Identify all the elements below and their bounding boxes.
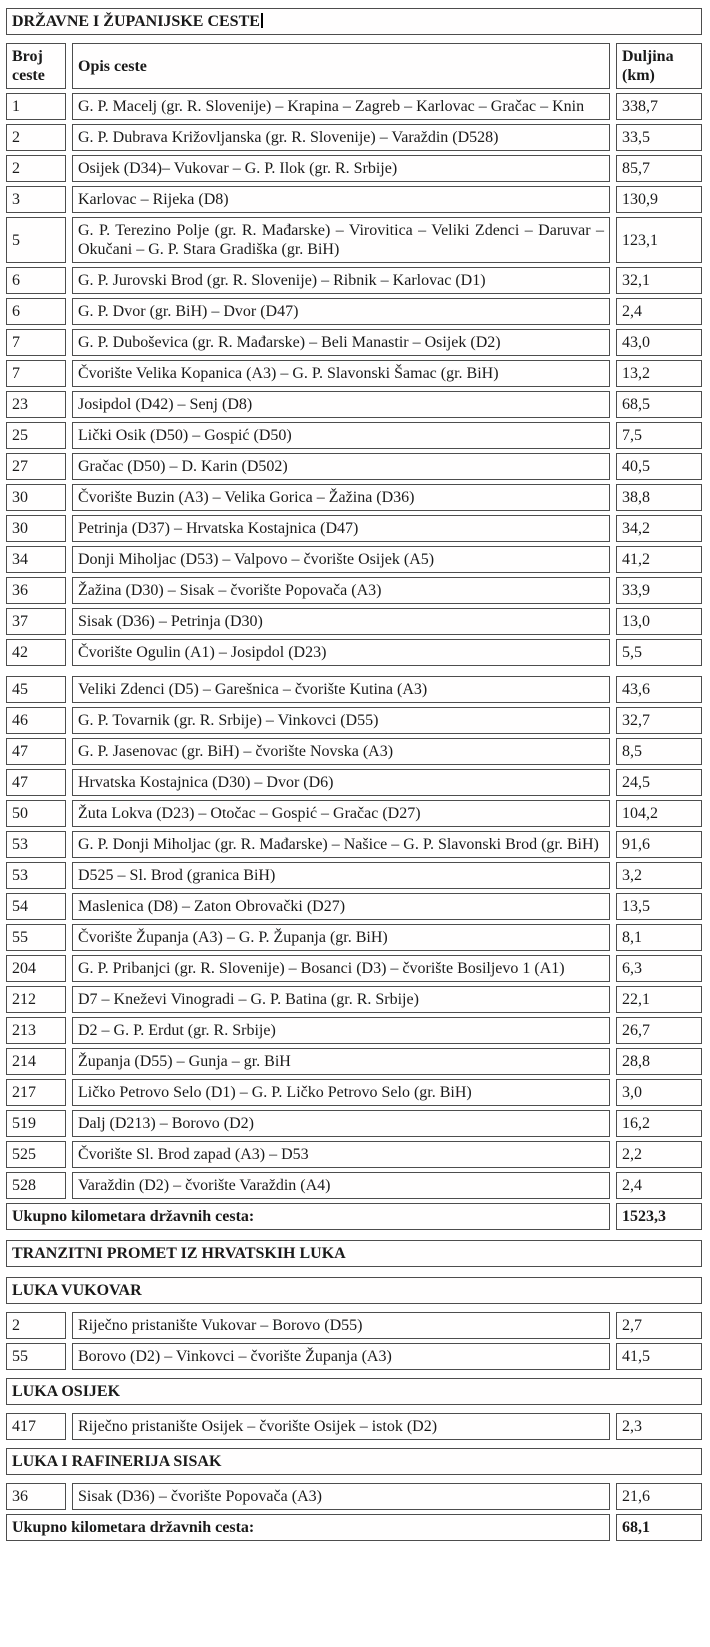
road-description-cell: D2 – G. P. Erdut (gr. R. Srbije) [72, 1017, 610, 1044]
table-row [6, 1110, 702, 1137]
road-number-cell: 1 [6, 93, 66, 120]
road-length-cell: 33,5 [616, 124, 702, 151]
total-label-cell: Ukupno kilometara državnih cesta: [6, 1514, 610, 1541]
road-description-cell: G. P. Terezino Polje (gr. R. Mađarske) – Virovitica – Veliki Zdenci – Daruvar – Okučani – G. P. Stara Gradiška (gr. BiH) [72, 217, 610, 263]
table-row [6, 738, 702, 765]
road-number-cell: 204 [6, 955, 66, 982]
road-length-cell: 22,1 [616, 986, 702, 1013]
road-description-cell: Čvorište Sl. Brod zapad (A3) – D53 [72, 1141, 610, 1168]
title-row [6, 1277, 702, 1304]
road-description-cell: Ličko Petrovo Selo (D1) – G. P. Ličko Petrovo Selo (gr. BiH) [72, 1079, 610, 1106]
table-row [6, 546, 702, 573]
road-description-cell: G. P. Jasenovac (gr. BiH) – čvorište Novska (A3) [72, 738, 610, 765]
road-length-cell: 3,0 [616, 1079, 702, 1106]
road-description-cell: G. P. Macelj (gr. R. Slovenije) – Krapina – Zagreb – Karlovac – Gračac – Knin [72, 93, 610, 120]
table-row [6, 955, 702, 982]
table-row [6, 1172, 702, 1199]
road-description-cell: Petrinja (D37) – Hrvatska Kostajnica (D47) [72, 515, 610, 542]
road-number-cell: 525 [6, 1141, 66, 1168]
road-number-cell: 42 [6, 639, 66, 666]
road-number-cell: 519 [6, 1110, 66, 1137]
road-description-cell: Osijek (D34)– Vukovar – G. P. Ilok (gr. R. Srbije) [72, 155, 610, 182]
table-row [6, 329, 702, 356]
road-length-cell: 41,2 [616, 546, 702, 573]
table-row [6, 484, 702, 511]
road-description-cell: G. P. Pribanjci (gr. R. Slovenije) – Bosanci (D3) – čvorište Bosiljevo 1 (A1) [72, 955, 610, 982]
table-row [6, 707, 702, 734]
road-length-cell: 6,3 [616, 955, 702, 982]
road-length-cell: 28,8 [616, 1048, 702, 1075]
road-length-cell: 8,5 [616, 738, 702, 765]
table-row [6, 515, 702, 542]
luka-vukovar-table [0, 1308, 708, 1374]
road-length-cell: 32,1 [616, 267, 702, 294]
road-length-cell: 3,2 [616, 862, 702, 889]
road-description-cell: Čvorište Velika Kopanica (A3) – G. P. Slavonski Šamac (gr. BiH) [72, 360, 610, 387]
table-row [6, 391, 702, 418]
table-row [6, 453, 702, 480]
road-description-cell: G. P. Duboševica (gr. R. Mađarske) – Beli Manastir – Osijek (D2) [72, 329, 610, 356]
document-title-table [0, 4, 708, 39]
road-number-cell: 2 [6, 1312, 66, 1339]
total-row [6, 1514, 702, 1541]
road-length-cell: 34,2 [616, 515, 702, 542]
total-label-cell: Ukupno kilometara državnih cesta: [6, 1203, 610, 1230]
column-header-road-description: Opis ceste [72, 43, 610, 89]
road-description-cell: Čvorište Buzin (A3) – Velika Gorica – Žažina (D36) [72, 484, 610, 511]
road-length-cell: 2,7 [616, 1312, 702, 1339]
table-row [6, 298, 702, 325]
road-length-cell: 2,4 [616, 298, 702, 325]
road-number-cell: 2 [6, 124, 66, 151]
road-description-cell: Županja (D55) – Gunja – gr. BiH [72, 1048, 610, 1075]
road-number-cell: 213 [6, 1017, 66, 1044]
road-length-cell: 13,2 [616, 360, 702, 387]
luka-sisak-table [0, 1479, 708, 1545]
road-length-cell: 338,7 [616, 93, 702, 120]
road-length-cell: 32,7 [616, 707, 702, 734]
section-title-vukovar: LUKA VUKOVAR [6, 1277, 702, 1304]
table-row [6, 862, 702, 889]
road-length-cell: 43,0 [616, 329, 702, 356]
road-length-cell: 2,3 [616, 1413, 702, 1440]
road-description-cell: D525 – Sl. Brod (granica BiH) [72, 862, 610, 889]
road-description-cell: Borovo (D2) – Vinkovci – čvorište Županja (A3) [72, 1343, 610, 1370]
road-length-cell: 130,9 [616, 186, 702, 213]
transit-section-title-table [0, 1236, 708, 1271]
road-number-cell: 2 [6, 155, 66, 182]
road-length-cell: 2,2 [616, 1141, 702, 1168]
road-length-cell: 16,2 [616, 1110, 702, 1137]
road-description-cell: Sisak (D36) – čvorište Popovača (A3) [72, 1483, 610, 1510]
total-value-cell: 1523,3 [616, 1203, 702, 1230]
luka-vukovar-title-table [0, 1273, 708, 1308]
road-number-cell: 30 [6, 484, 66, 511]
road-number-cell: 7 [6, 360, 66, 387]
table-row [6, 608, 702, 635]
road-length-cell: 26,7 [616, 1017, 702, 1044]
road-length-cell: 85,7 [616, 155, 702, 182]
table-row [6, 186, 702, 213]
road-number-cell: 23 [6, 391, 66, 418]
luka-osijek-title-table [0, 1374, 708, 1409]
column-header-row [6, 43, 702, 89]
road-description-cell: G. P. Donji Miholjac (gr. R. Mađarske) – Našice – G. P. Slavonski Brod (gr. BiH) [72, 831, 610, 858]
table-row [6, 93, 702, 120]
road-length-cell: 104,2 [616, 800, 702, 827]
road-number-cell: 217 [6, 1079, 66, 1106]
road-description-cell: Josipdol (D42) – Senj (D8) [72, 391, 610, 418]
road-description-cell: G. P. Dvor (gr. BiH) – Dvor (D47) [72, 298, 610, 325]
road-description-cell: G. P. Tovarnik (gr. R. Srbije) – Vinkovci (D55) [72, 707, 610, 734]
road-length-cell: 91,6 [616, 831, 702, 858]
table-row [6, 1413, 702, 1440]
road-number-cell: 53 [6, 831, 66, 858]
road-length-cell: 13,5 [616, 893, 702, 920]
table-row [6, 1017, 702, 1044]
road-number-cell: 55 [6, 1343, 66, 1370]
road-description-cell: Čvorište Županja (A3) – G. P. Županja (gr. BiH) [72, 924, 610, 951]
table-row [6, 893, 702, 920]
road-description-cell: G. P. Dubrava Križovljanska (gr. R. Slovenije) – Varaždin (D528) [72, 124, 610, 151]
road-number-cell: 7 [6, 329, 66, 356]
road-number-cell: 45 [6, 676, 66, 703]
document-title[interactable] [6, 8, 702, 35]
road-length-cell: 40,5 [616, 453, 702, 480]
table-row [6, 1079, 702, 1106]
road-number-cell: 47 [6, 738, 66, 765]
table-row [6, 1141, 702, 1168]
table-row [6, 422, 702, 449]
luka-sisak-title-table [0, 1444, 708, 1479]
table-row [6, 124, 702, 151]
road-description-cell: D7 – Kneževi Vinogradi – G. P. Batina (gr. R. Srbije) [72, 986, 610, 1013]
table-row [6, 1312, 702, 1339]
road-number-cell: 47 [6, 769, 66, 796]
road-length-cell: 21,6 [616, 1483, 702, 1510]
road-description-cell: Čvorište Ogulin (A1) – Josipdol (D23) [72, 639, 610, 666]
road-number-cell: 27 [6, 453, 66, 480]
table-row [6, 267, 702, 294]
table-row [6, 831, 702, 858]
road-number-cell: 53 [6, 862, 66, 889]
table-row [6, 360, 702, 387]
road-number-cell: 34 [6, 546, 66, 573]
state-roads-table-1 [0, 39, 708, 670]
road-description-cell: Riječno pristanište Osijek – čvorište Osijek – istok (D2) [72, 1413, 610, 1440]
road-description-cell: Veliki Zdenci (D5) – Garešnica – čvorište Kutina (A3) [72, 676, 610, 703]
road-length-cell: 2,4 [616, 1172, 702, 1199]
road-number-cell: 37 [6, 608, 66, 635]
road-description-cell: Varaždin (D2) – čvorište Varaždin (A4) [72, 1172, 610, 1199]
road-description-cell: Žažina (D30) – Sisak – čvorište Popovača (A3) [72, 577, 610, 604]
road-length-cell: 8,1 [616, 924, 702, 951]
road-number-cell: 6 [6, 267, 66, 294]
table-row [6, 676, 702, 703]
road-number-cell: 528 [6, 1172, 66, 1199]
road-number-cell: 25 [6, 422, 66, 449]
road-length-cell: 43,6 [616, 676, 702, 703]
road-length-cell: 7,5 [616, 422, 702, 449]
table-row [6, 639, 702, 666]
table-row [6, 577, 702, 604]
road-description-cell: Lički Osik (D50) – Gospić (D50) [72, 422, 610, 449]
road-number-cell: 50 [6, 800, 66, 827]
road-description-cell: Maslenica (D8) – Zaton Obrovački (D27) [72, 893, 610, 920]
road-description-cell: Hrvatska Kostajnica (D30) – Dvor (D6) [72, 769, 610, 796]
section-title-transit: TRANZITNI PROMET IZ HRVATSKIH LUKA [6, 1240, 702, 1267]
title-row [6, 1240, 702, 1267]
road-length-cell: 38,8 [616, 484, 702, 511]
road-number-cell: 3 [6, 186, 66, 213]
road-description-cell: Donji Miholjac (D53) – Valpovo – čvorište Osijek (A5) [72, 546, 610, 573]
road-number-cell: 417 [6, 1413, 66, 1440]
road-length-cell: 68,5 [616, 391, 702, 418]
road-description-cell: Dalj (D213) – Borovo (D2) [72, 1110, 610, 1137]
table-row [6, 986, 702, 1013]
road-length-cell: 123,1 [616, 217, 702, 263]
table-row [6, 217, 702, 263]
total-row [6, 1203, 702, 1230]
road-number-cell: 54 [6, 893, 66, 920]
road-description-cell: Žuta Lokva (D23) – Otočac – Gospić – Gračac (D27) [72, 800, 610, 827]
road-description-cell: Riječno pristanište Vukovar – Borovo (D55) [72, 1312, 610, 1339]
table-row [6, 924, 702, 951]
table-row [6, 155, 702, 182]
road-length-cell: 41,5 [616, 1343, 702, 1370]
road-length-cell: 33,9 [616, 577, 702, 604]
title-row [6, 1378, 702, 1405]
road-number-cell: 36 [6, 577, 66, 604]
road-description-cell: Karlovac – Rijeka (D8) [72, 186, 610, 213]
table-row [6, 769, 702, 796]
road-length-cell: 24,5 [616, 769, 702, 796]
luka-osijek-table [0, 1409, 708, 1444]
road-description-cell: G. P. Jurovski Brod (gr. R. Slovenije) – Ribnik – Karlovac (D1) [72, 267, 610, 294]
road-number-cell: 6 [6, 298, 66, 325]
title-row [6, 1448, 702, 1475]
section-title-sisak: LUKA I RAFINERIJA SISAK [6, 1448, 702, 1475]
road-length-cell: 13,0 [616, 608, 702, 635]
title-row [6, 8, 702, 35]
road-description-cell: Gračac (D50) – D. Karin (D502) [72, 453, 610, 480]
text-caret [261, 13, 263, 28]
road-length-cell: 5,5 [616, 639, 702, 666]
document-title-text: DRŽAVNE I ŽUPANIJSKE CESTE [12, 13, 260, 30]
state-roads-table-2 [0, 672, 708, 1234]
table-row [6, 1343, 702, 1370]
road-description-cell: Sisak (D36) – Petrinja (D30) [72, 608, 610, 635]
table-row [6, 1048, 702, 1075]
column-header-length: Duljina (km) [616, 43, 702, 89]
road-number-cell: 36 [6, 1483, 66, 1510]
road-number-cell: 214 [6, 1048, 66, 1075]
road-number-cell: 30 [6, 515, 66, 542]
column-header-road-number: Broj ceste [6, 43, 66, 89]
total-value-cell: 68,1 [616, 1514, 702, 1541]
section-title-osijek: LUKA OSIJEK [6, 1378, 702, 1405]
table-row [6, 1483, 702, 1510]
road-number-cell: 55 [6, 924, 66, 951]
table-row [6, 800, 702, 827]
road-number-cell: 5 [6, 217, 66, 263]
road-number-cell: 212 [6, 986, 66, 1013]
road-number-cell: 46 [6, 707, 66, 734]
